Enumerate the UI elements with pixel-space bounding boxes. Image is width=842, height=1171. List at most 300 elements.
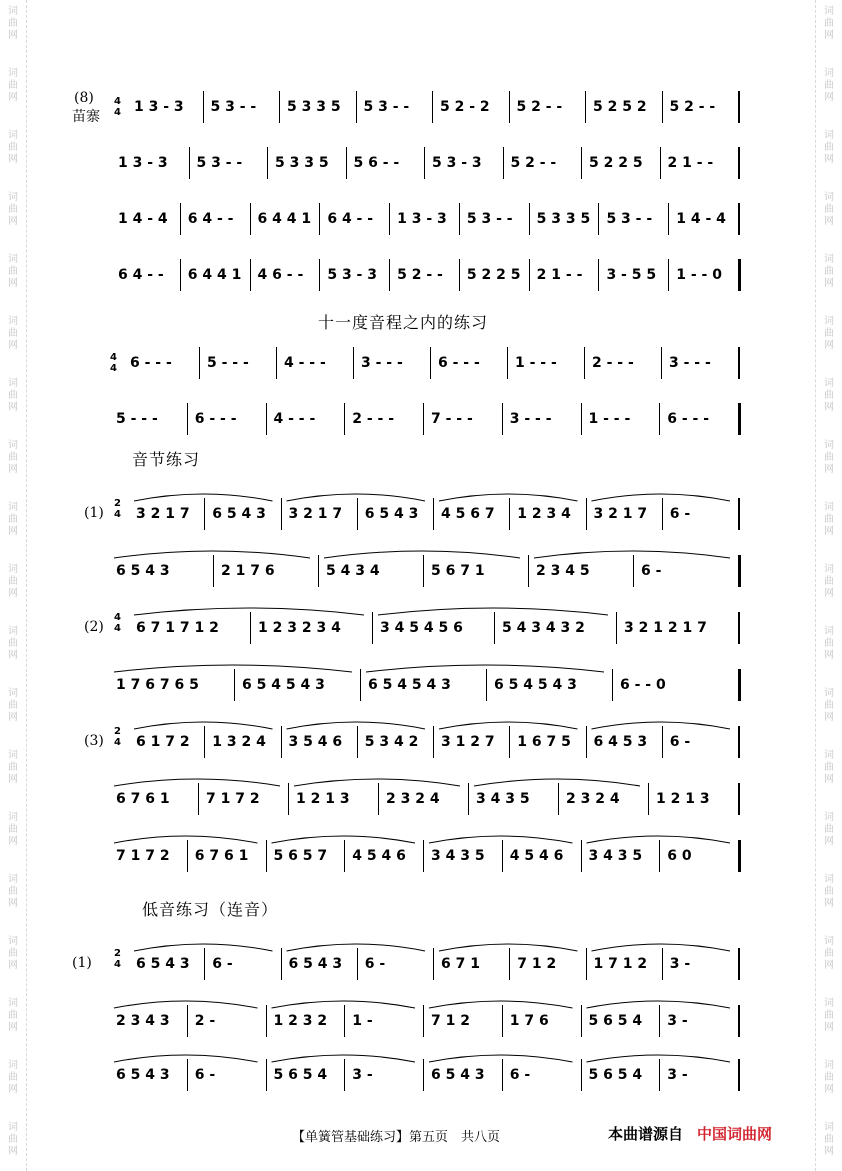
- barline: [180, 203, 181, 235]
- notation-row: [112, 264, 740, 286]
- watermark-text: 词 曲 网: [824, 378, 834, 413]
- barline: [586, 726, 587, 758]
- barline: [502, 840, 503, 872]
- slur: [592, 494, 731, 501]
- barline: [357, 498, 358, 530]
- measure: 6 5 4 3: [116, 563, 170, 579]
- slur: [114, 1055, 258, 1062]
- notation-row: [130, 731, 740, 753]
- notation-row: [130, 503, 740, 525]
- barline: [502, 403, 503, 435]
- barline: [198, 783, 199, 815]
- measure: 3 2 1 7: [136, 506, 190, 522]
- barline: [180, 259, 181, 291]
- slur: [587, 836, 731, 843]
- barline: [486, 669, 487, 701]
- measure: 3 - - -: [361, 355, 403, 371]
- heading-syllable-practice: 音节练习: [132, 450, 201, 469]
- slur-layer: [110, 546, 740, 558]
- measure: 1 4 - 4: [676, 211, 726, 227]
- barline: [509, 91, 510, 123]
- measure: 5 3 3 5: [287, 99, 341, 115]
- slur: [114, 779, 280, 786]
- measure: 5 - - -: [116, 411, 158, 427]
- barline: [528, 555, 529, 587]
- barline: [346, 147, 347, 179]
- slur: [287, 944, 426, 951]
- barline: [187, 840, 188, 872]
- measure: 5 4 3 4 3 2: [502, 620, 585, 636]
- barline: [266, 403, 267, 435]
- measure: 1 3 - 3: [134, 99, 184, 115]
- barline: [344, 1059, 345, 1091]
- barline: [509, 948, 510, 980]
- barline: [357, 726, 358, 758]
- final-barline: [738, 840, 741, 872]
- barline: [633, 555, 634, 587]
- end-barline: [738, 726, 740, 758]
- barline: [189, 147, 190, 179]
- barline: [319, 259, 320, 291]
- measure: 6 - - -: [438, 355, 480, 371]
- slur: [587, 1001, 731, 1008]
- measure: 2 - - -: [592, 355, 634, 371]
- barline: [424, 147, 425, 179]
- measure: 3 1 2 7: [441, 734, 495, 750]
- measure: 6 -: [669, 506, 691, 522]
- section-label-1: (1): [84, 505, 104, 521]
- watermark-text: 词 曲 网: [8, 688, 18, 723]
- slur-layer: [110, 831, 740, 843]
- barline: [659, 1059, 660, 1091]
- bass-section-label-1: (1): [72, 955, 92, 971]
- heading-eleventh-interval: 十一度音程之内的练习: [318, 313, 489, 332]
- measure: 5 2 - 2: [440, 99, 490, 115]
- final-barline: [738, 259, 741, 291]
- barline: [509, 498, 510, 530]
- barline: [276, 347, 277, 379]
- measure: 1 3 2 4: [212, 734, 266, 750]
- slur: [429, 836, 573, 843]
- measure: 5 6 5 7: [273, 848, 328, 864]
- barline: [433, 726, 434, 758]
- barline: [199, 347, 200, 379]
- watermark-text: 词 曲 网: [8, 316, 18, 351]
- watermark-text: 词 曲 网: [824, 6, 834, 41]
- watermark-text: 词 曲 网: [824, 316, 834, 351]
- measure: 5 3 - 3: [432, 155, 482, 171]
- slur: [114, 836, 258, 843]
- time-signature-4-4: 4 4: [114, 96, 121, 118]
- end-barline: [738, 203, 740, 235]
- measure: 1 - - -: [515, 355, 557, 371]
- measure: 7 1 7 2: [116, 848, 170, 864]
- measure: 3 4 3 5: [431, 848, 485, 864]
- source-credit: 本曲谱源自 中国词曲网: [608, 1125, 773, 1143]
- barline: [459, 259, 460, 291]
- watermark-text: 词 曲 网: [8, 1060, 18, 1095]
- slur: [272, 1001, 416, 1008]
- time-signature-2-4-s3: 2 4: [114, 726, 121, 748]
- slur-layer: [112, 250, 740, 262]
- barline: [662, 726, 663, 758]
- time-signature-2-4-bass: 2 4: [114, 948, 121, 970]
- notation-row: [124, 352, 740, 374]
- measure: 6 -: [364, 956, 386, 972]
- barline: [344, 1005, 345, 1037]
- measure: 7 1 2: [517, 956, 557, 972]
- barline: [558, 783, 559, 815]
- end-barline: [738, 91, 740, 123]
- barline: [494, 612, 495, 644]
- measure: 6 - - -: [194, 411, 237, 427]
- barline: [661, 347, 662, 379]
- notation-row: [110, 408, 740, 430]
- measure: 6 4 - -: [327, 211, 374, 227]
- barline: [360, 669, 361, 701]
- barline: [344, 403, 345, 435]
- barline: [529, 203, 530, 235]
- measure: 5 3 - -: [363, 99, 410, 115]
- time-signature-2-4-s1: 2 4: [114, 498, 121, 520]
- measure: 4 5 4 6: [352, 848, 406, 864]
- measure: 5 3 - -: [466, 211, 513, 227]
- measure: 6 4 4 1: [187, 267, 242, 283]
- barline: [357, 948, 358, 980]
- watermark-text: 词 曲 网: [824, 192, 834, 227]
- barline: [266, 840, 267, 872]
- barline: [503, 147, 504, 179]
- watermark-text: 词 曲 网: [8, 874, 18, 909]
- barline: [662, 498, 663, 530]
- watermark-text: 词 曲 网: [824, 626, 834, 661]
- watermark-text: 词 曲 网: [824, 998, 834, 1033]
- barline: [581, 1059, 582, 1091]
- barline: [423, 403, 424, 435]
- notation-row: [110, 788, 740, 810]
- measure: 1 2 3 2: [273, 1013, 328, 1029]
- barline: [281, 726, 282, 758]
- measure: 5 3 - -: [606, 211, 653, 227]
- measure: 5 2 - -: [510, 155, 557, 171]
- measure: 3 5 4 6: [288, 734, 343, 750]
- barline: [598, 203, 599, 235]
- notation-row: [112, 152, 740, 174]
- watermark-text: 词 曲 网: [824, 936, 834, 971]
- barline: [648, 783, 649, 815]
- measure: 3 4 3 5: [476, 791, 530, 807]
- measure: 3 -: [667, 1067, 688, 1083]
- barline: [507, 347, 508, 379]
- barline: [459, 203, 460, 235]
- slur-layer: [110, 394, 740, 406]
- notation-row: [110, 560, 740, 582]
- barline: [250, 203, 251, 235]
- measure: 2 3 2 4: [566, 791, 620, 807]
- barline: [430, 347, 431, 379]
- watermark-text: 词 曲 网: [8, 936, 18, 971]
- barline: [433, 948, 434, 980]
- barline: [502, 1005, 503, 1037]
- right-margin-strip: [815, 0, 842, 1171]
- watermark-text: 词 曲 网: [824, 68, 834, 103]
- slur: [134, 722, 273, 729]
- measure: 2 - - -: [352, 411, 395, 427]
- measure: 1 4 - 4: [118, 211, 168, 227]
- notation-row: [110, 845, 740, 867]
- barline: [586, 498, 587, 530]
- measure: 1 7 6 7 6 5: [116, 677, 199, 693]
- barline: [187, 1059, 188, 1091]
- measure: 2 3 2 4: [386, 791, 440, 807]
- barline: [432, 91, 433, 123]
- measure: 5 4 3 4: [326, 563, 380, 579]
- measure: 6 4 4 1: [257, 211, 312, 227]
- measure: 1 -: [352, 1013, 373, 1029]
- measure: 1 - - 0: [676, 267, 722, 283]
- measure: 5 2 2 5: [466, 267, 521, 283]
- measure: 4 - - -: [273, 411, 316, 427]
- watermark-text: 词 曲 网: [8, 378, 18, 413]
- measure: 3 -: [352, 1067, 373, 1083]
- slur: [366, 665, 604, 672]
- measure: 1 - - -: [588, 411, 631, 427]
- barline: [281, 498, 282, 530]
- barline: [529, 259, 530, 291]
- barline: [344, 840, 345, 872]
- barline: [662, 948, 663, 980]
- slur-layer: [112, 138, 740, 150]
- slur-layer: [128, 82, 740, 94]
- measure: 6 4 - -: [118, 267, 164, 283]
- measure: 2 3 4 3: [116, 1013, 170, 1029]
- watermark-text: 词 曲 网: [824, 1122, 834, 1157]
- measure: 6 -: [212, 956, 233, 972]
- barline: [668, 259, 669, 291]
- slur: [534, 551, 730, 558]
- watermark-text: 词 曲 网: [824, 874, 834, 909]
- measure: 5 2 - -: [669, 99, 716, 115]
- barline: [213, 555, 214, 587]
- barline: [204, 948, 205, 980]
- measure: 5 6 - -: [353, 155, 400, 171]
- slur: [429, 1001, 573, 1008]
- measure: 1 7 6: [509, 1013, 549, 1029]
- barline: [267, 147, 268, 179]
- measure: 4 - - -: [284, 355, 326, 371]
- barline: [502, 1059, 503, 1091]
- barline: [203, 91, 204, 123]
- barline: [187, 1005, 188, 1037]
- slur: [592, 722, 731, 729]
- notation-row: [130, 953, 740, 975]
- measure: 5 2 2 5: [589, 155, 643, 171]
- end-barline: [738, 498, 740, 530]
- barline: [423, 1005, 424, 1037]
- section-label-2: (2): [84, 619, 104, 635]
- slur-layer: [130, 489, 740, 501]
- slur: [294, 779, 460, 786]
- measure: 1 7 1 2: [593, 956, 648, 972]
- slur: [114, 1001, 258, 1008]
- measure: 6 -: [509, 1067, 531, 1083]
- measure: 3 -: [669, 956, 691, 972]
- final-barline: [738, 669, 741, 701]
- measure: 3 - - -: [509, 411, 552, 427]
- barline: [581, 403, 582, 435]
- slur-layer: [130, 717, 740, 729]
- watermark-text: 词 曲 网: [8, 626, 18, 661]
- barline: [423, 840, 424, 872]
- measure: 1 2 1 3: [296, 791, 350, 807]
- watermark-text: 词 曲 网: [8, 6, 18, 41]
- slur: [134, 608, 364, 615]
- watermark-text: 词 曲 网: [8, 192, 18, 227]
- measure: 5 3 - -: [210, 99, 257, 115]
- slur-layer: [110, 660, 740, 672]
- watermark-text: 词 曲 网: [824, 1060, 834, 1095]
- measure: 5 - - -: [207, 355, 249, 371]
- barline: [468, 783, 469, 815]
- time-signature-4-4-s2: 4 4: [114, 612, 121, 634]
- end-barline: [738, 347, 740, 379]
- barline: [389, 259, 390, 291]
- barline: [584, 347, 585, 379]
- barline: [581, 1005, 582, 1037]
- slur-layer: [110, 996, 740, 1008]
- measure: 5 3 4 2: [364, 734, 419, 750]
- measure: 3 - 5 5: [606, 267, 657, 283]
- measure: 3 2 1 2 1 7: [624, 620, 707, 636]
- slur-layer: [130, 603, 740, 615]
- watermark-text: 词 曲 网: [8, 130, 18, 165]
- section-label-8: (8): [74, 90, 94, 106]
- watermark-text: 词 曲 网: [8, 564, 18, 599]
- left-margin-strip: [0, 0, 27, 1171]
- watermark-text: 词 曲 网: [8, 502, 18, 537]
- time-signature-4-4-eleventh: 4 4: [110, 352, 117, 374]
- measure: 5 2 5 2: [593, 99, 647, 115]
- slur: [287, 494, 426, 501]
- measure: 6 -: [194, 1067, 216, 1083]
- barline: [279, 91, 280, 123]
- measure: 5 2 - -: [397, 267, 443, 283]
- measure: 6 - - -: [130, 355, 172, 371]
- barline: [288, 783, 289, 815]
- slur-layer: [110, 1050, 740, 1062]
- heading-bass-legato: 低音练习（连音）: [142, 900, 279, 919]
- measure: 1 2 3 4: [517, 506, 571, 522]
- slur-layer: [110, 774, 740, 786]
- measure: 6 5 4 3: [136, 956, 190, 972]
- measure: 6 5 4 5 4 3: [242, 677, 325, 693]
- measure: 4 6 - -: [257, 267, 304, 283]
- barline: [356, 91, 357, 123]
- slur: [272, 836, 416, 843]
- watermark-text: 词 曲 网: [824, 564, 834, 599]
- barline: [616, 612, 617, 644]
- final-barline: [738, 403, 741, 435]
- barline: [266, 1059, 267, 1091]
- barline: [423, 555, 424, 587]
- slur-layer: [112, 194, 740, 206]
- measure: 7 1 2: [431, 1013, 470, 1029]
- slur: [587, 1055, 731, 1062]
- barline: [423, 1059, 424, 1091]
- end-barline: [738, 1005, 740, 1037]
- measure: 6 7 6 1: [116, 791, 170, 807]
- barline: [318, 555, 319, 587]
- barline: [662, 91, 663, 123]
- measure: 5 3 3 5: [536, 211, 591, 227]
- measure: 1 6 7 5: [517, 734, 571, 750]
- measure: 2 1 - -: [536, 267, 583, 283]
- measure: 6 5 4 5 4 3: [494, 677, 577, 693]
- barline: [586, 948, 587, 980]
- barline: [378, 783, 379, 815]
- measure: 6 5 4 3: [431, 1067, 485, 1083]
- measure: 1 3 - 3: [118, 155, 168, 171]
- barline: [204, 726, 205, 758]
- slur: [378, 608, 608, 615]
- barline: [372, 612, 373, 644]
- barline: [659, 840, 660, 872]
- slur: [134, 944, 273, 951]
- source-site-name: 中国词曲网: [697, 1125, 773, 1143]
- page-footer: 【单簧管基础练习】第五页 共八页: [292, 1130, 501, 1145]
- measure: 3 2 1 7: [593, 506, 648, 522]
- measure: 2 1 7 6: [221, 563, 275, 579]
- barline: [598, 259, 599, 291]
- measure: 1 2 1 3: [656, 791, 710, 807]
- watermark-text: 词 曲 网: [824, 440, 834, 475]
- measure: 4 5 4 6: [509, 848, 564, 864]
- barline: [234, 669, 235, 701]
- slur: [114, 551, 310, 558]
- slur-layer: [130, 939, 740, 951]
- measure: 2 -: [194, 1013, 216, 1029]
- notation-row: [128, 96, 740, 118]
- barline: [389, 203, 390, 235]
- barline: [660, 147, 661, 179]
- measure: 6 7 1: [441, 956, 480, 972]
- measure: 5 3 - -: [196, 155, 243, 171]
- barline: [509, 726, 510, 758]
- measure: 2 1 - -: [667, 155, 714, 171]
- measure: 5 6 5 4: [588, 1013, 643, 1029]
- piece-title-miaozhai: 苗寨: [72, 109, 100, 125]
- measure: 1 3 - 3: [397, 211, 447, 227]
- slur: [114, 665, 352, 672]
- measure: 3 4 3 5: [588, 848, 643, 864]
- measure: 5 2 - -: [516, 99, 563, 115]
- measure: 3 - - -: [669, 355, 711, 371]
- slur: [324, 551, 520, 558]
- measure: 5 6 5 4: [273, 1067, 328, 1083]
- measure: 6 5 4 3: [212, 506, 266, 522]
- end-barline: [738, 783, 740, 815]
- measure: 7 1 7 2: [206, 791, 260, 807]
- measure: 6 5 4 5 4 3: [368, 677, 451, 693]
- watermark-text: 词 曲 网: [8, 750, 18, 785]
- measure: 3 4 5 4 5 6: [380, 620, 463, 636]
- barline: [581, 840, 582, 872]
- measure: 6 5 4 3: [116, 1067, 170, 1083]
- slur: [439, 944, 578, 951]
- watermark-text: 词 曲 网: [824, 750, 834, 785]
- measure: 5 3 - 3: [327, 267, 377, 283]
- barline: [433, 498, 434, 530]
